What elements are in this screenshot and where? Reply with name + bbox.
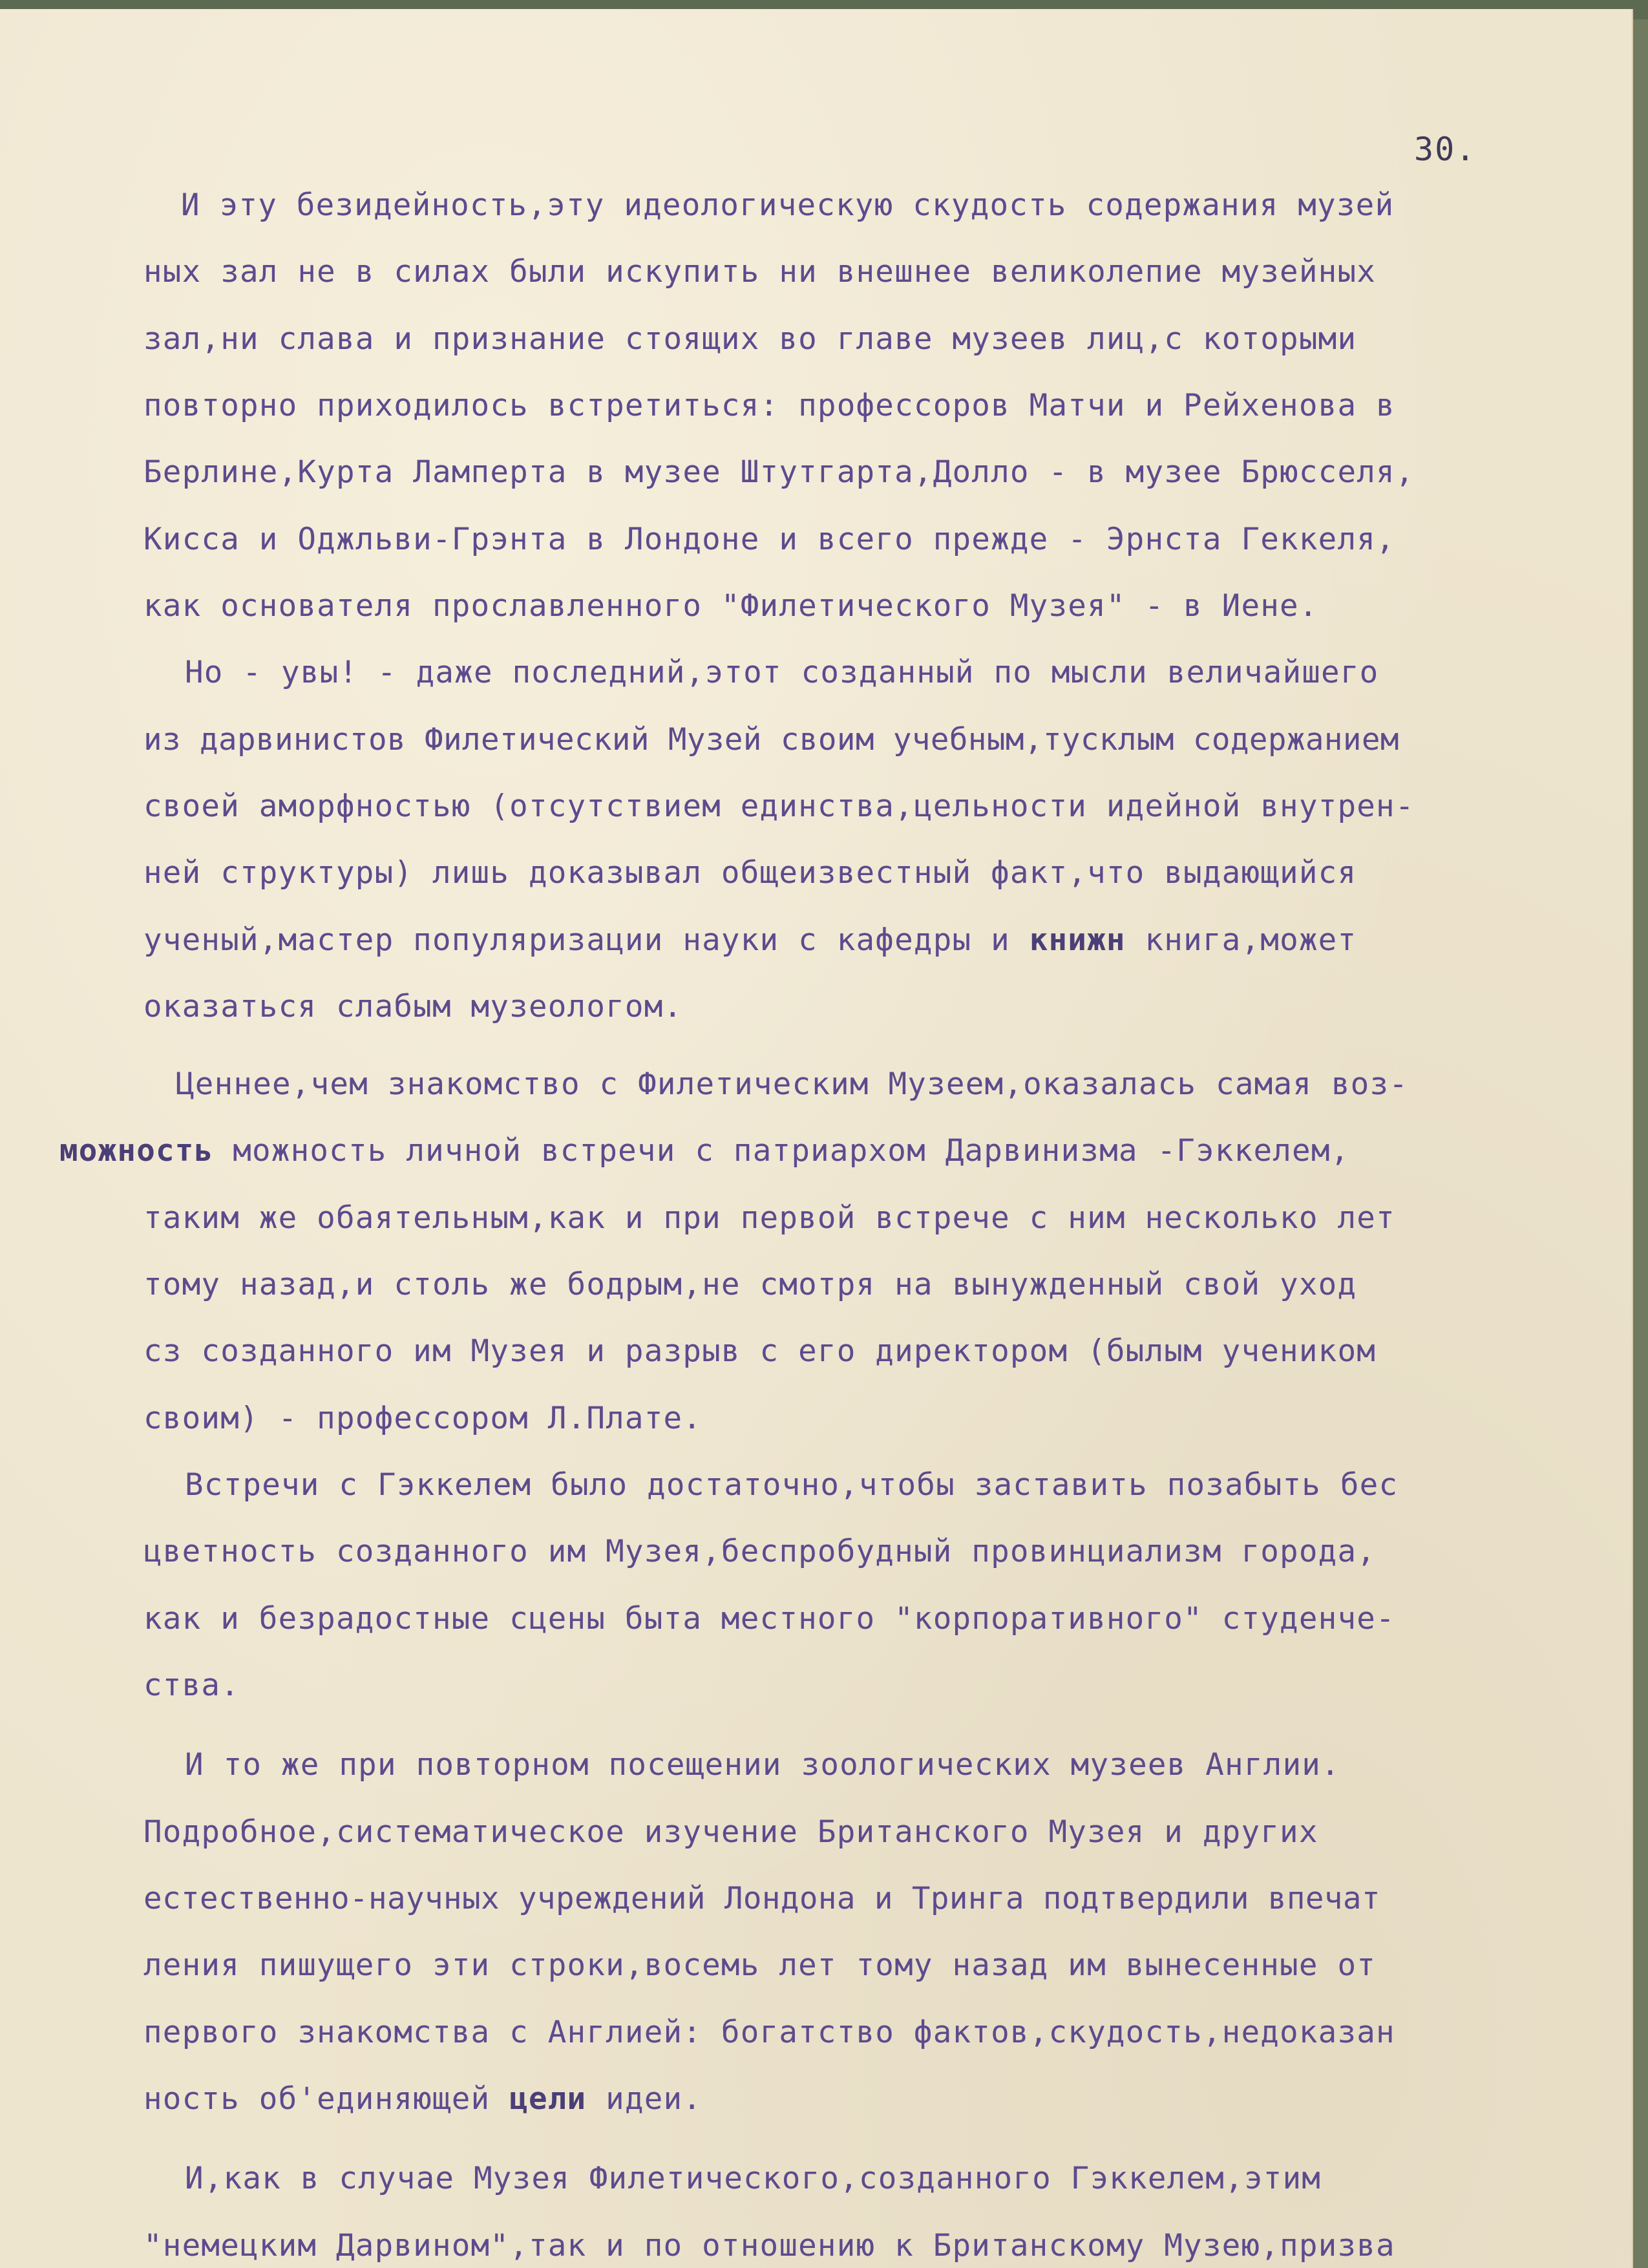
text-line: И эту безидейность,эту идеологическую скудость содержания музей xyxy=(181,187,1395,223)
text-line: ней структуры) лишь доказывал общеизвестный факт,что выдающийся xyxy=(143,855,1357,891)
text-line xyxy=(59,1133,1350,1169)
text-line: И то же при повторном посещении зоологических музеев Англии. xyxy=(185,1747,1340,1783)
text-line: Кисса и Оджльви-Грэнта в Лондоне и всего прежде - Эрнста Геккеля, xyxy=(143,522,1395,557)
line-part: книга,может xyxy=(1125,922,1357,958)
typed-page xyxy=(0,9,1632,2268)
text-line: Но - увы! - даже последний,этот созданный по мысли величайшего xyxy=(185,655,1379,690)
struck-word: можность xyxy=(59,1133,214,1169)
line-part: ность об'единяющей xyxy=(143,2081,510,2117)
text-line: "немецким Дарвином",так и по отношению к Британскому Музею,призва xyxy=(143,2228,1395,2263)
line-part: идеи. xyxy=(586,2081,703,2117)
text-line: как основателя прославленного "Филетического Музея" - в Иене. xyxy=(143,588,1318,624)
text-line: Ценнее,чем знакомство с Филетическим Музеем,оказалась самая воз- xyxy=(176,1066,1409,1102)
text-line: оказаться слабым музеологом. xyxy=(143,989,683,1024)
text-line: своим) - профессором Л.Плате. xyxy=(143,1401,703,1436)
text-line: первого знакомства с Англией: богатство фактов,скудость,недоказан xyxy=(143,2015,1395,2050)
text-line: ства. xyxy=(143,1668,240,1703)
struck-word: книжн xyxy=(1029,922,1126,958)
text-line: естественно-научных учреждений Лондона и Тринга подтвердили впечат xyxy=(143,1881,1380,1916)
text-line: Берлине,Курта Лампертa в музее Штутгарта,Долло - в музее Брюсселя, xyxy=(143,454,1415,490)
page-number: 30. xyxy=(1414,131,1477,168)
text-line: таким же обаятельным,как и при первой встрече с ним несколько лет xyxy=(143,1200,1395,1236)
text-line xyxy=(143,922,1357,958)
text-line: И,как в случае Музея Филетического,созданного Гэккелем,этим xyxy=(185,2161,1322,2196)
text-line: как и безрадостные сцены быта местного "корпоративного" студенче- xyxy=(143,1601,1395,1637)
text-line: ных зал не в силах были искупить ни внешнее великолепие музейных xyxy=(143,254,1377,290)
text-line: Подробное,систематическое изучение Британского Музея и других xyxy=(143,1814,1318,1850)
line-part: можность личной встречи с патриархом Дарвинизма -Гэккелем, xyxy=(213,1133,1350,1169)
text-line: ления пишущего эти строки,восемь лет тому назад им вынесенные от xyxy=(143,1947,1377,1983)
text-line: зал,ни слава и признание стоящих во главе музеев лиц,с которыми xyxy=(143,321,1357,357)
text-line xyxy=(143,2081,703,2117)
text-line: повторно приходилось встретиться: профессоров Матчи и Рейхенова в xyxy=(143,388,1395,423)
text-line: из дарвинистов Филетический Музей своим учебным,тусклым содержанием xyxy=(143,722,1399,758)
line-part: ученый,мастер популяризации науки с кафедры и xyxy=(143,922,1030,958)
text-line: своей аморфностью (отсутствием единства,цельности идейной внутрен- xyxy=(143,789,1415,824)
text-line: сз созданного им Музея и разрыв с его директором (былым учеником xyxy=(143,1333,1377,1369)
text-line: цветность созданного им Музея,беспробудный провинциализм города, xyxy=(143,1534,1377,1569)
text-line: тому назад,и столь же бодрым,не смотря на вынужденный свой уход xyxy=(143,1267,1357,1302)
struck-word: цели xyxy=(509,2081,587,2117)
text-line: Встречи с Гэккелем было достаточно,чтобы заставить позабыть бес xyxy=(185,1467,1399,1503)
